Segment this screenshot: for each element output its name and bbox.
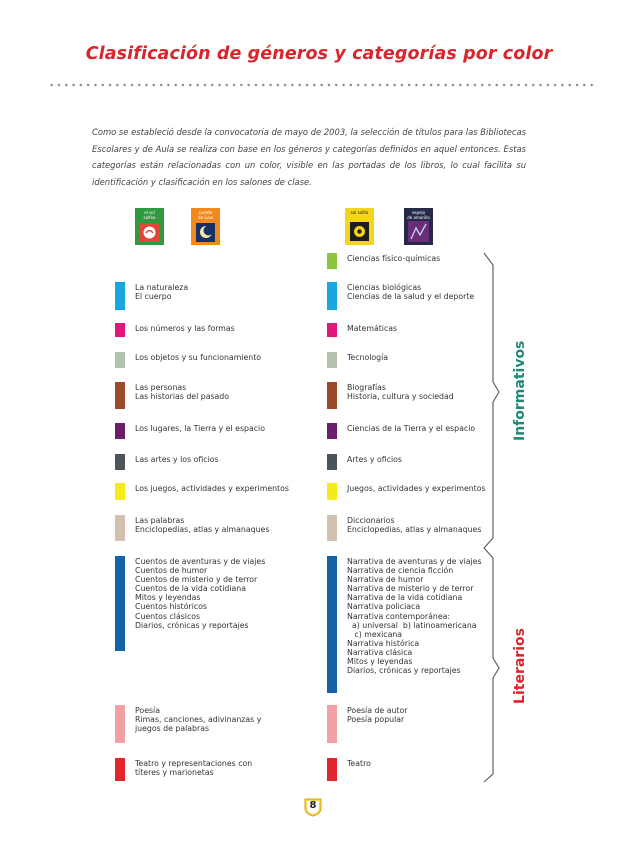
literarios-label: Literarios <box>512 628 528 704</box>
book-cover-title: espejo de amarilla <box>407 210 430 220</box>
right-category-label: Tecnología <box>347 353 389 362</box>
page-title: Clasificación de géneros y categorías por color <box>85 44 553 64</box>
right-category-label: Teatro <box>347 759 371 768</box>
left-category-label: Las palabras Enciclopedias, atlas y almanaques <box>135 516 270 535</box>
right-category-label: Artes y oficios <box>347 455 402 464</box>
left-category-label: Los juegos, actividades y experimentos <box>135 484 289 493</box>
left-category-label: Las personas Las historias del pasado <box>135 383 230 402</box>
left-category-label: Los objetos y su funcionamiento <box>135 353 262 362</box>
right-category-label: Ciencias de la Tierra y el espacio <box>347 424 476 433</box>
left-category-label: Poesía Rimas, canciones, adivinanzas y juegos de palabras <box>135 706 262 734</box>
book-cover-title: sol solito <box>350 210 369 215</box>
page-number: 8 <box>309 800 317 811</box>
book-cover-title: el sol solfea <box>143 210 156 220</box>
right-category-label: Diccionarios Enciclopedias, atlas y almanaques <box>347 516 482 535</box>
page-number-badge <box>304 797 322 817</box>
left-category-label: Teatro y representaciones con títeres y marionetas <box>135 759 253 778</box>
left-category-label: Los lugares, la Tierra y el espacio <box>135 424 265 433</box>
informativos-brace <box>484 253 499 548</box>
book-cover-title: cuento de luna <box>198 210 213 220</box>
right-category-label: Biografías Historia, cultura y sociedad <box>347 383 454 402</box>
left-category-label: Cuentos de aventuras y de viajes Cuentos de humor Cuentos de misterio y de terror Cuentos de la vida cotidiana Mitos y leyendas Cuentos históricos Cuentos clásicos Diarios, crónicas y reportajes <box>135 557 266 630</box>
right-category-label: Juegos, actividades y experimentos <box>347 484 486 493</box>
right-category-label: Narrativa de aventuras y de viajes Narrativa de ciencia ficción Narrativa de humor Narrativa de misterio y de terror Narrativa de la vida cotidiana Narrativa policiaca Narrativa contemporánea: a) universal b) latinoamericana c) mexicana Narrativa histórica Narrativa clásica Mitos y leyendas Diarios, crónicas y reportajes <box>347 557 482 676</box>
literarios-brace <box>484 548 499 782</box>
right-category-label: Ciencias biológicas Ciencias de la salud y el deporte <box>347 283 475 302</box>
left-category-label: Las artes y los oficios <box>135 455 219 464</box>
left-category-label: La naturaleza El cuerpo <box>135 283 189 302</box>
right-category-label: Poesía de autor Poesía popular <box>347 706 408 725</box>
left-category-label: Los números y las formas <box>135 324 235 333</box>
intro-paragraph: Como se estableció desde la convocatoria de mayo de 2003, la selección de títulos para las Bibliotecas Escolares y de Aula se realiza con base en los géneros y categorías definidos en aquel entonces. Estas categorías están relacionadas con un color, visible en las portadas de los libros, lo cual facilita su identificación y clasificación en los salones de clase. <box>92 127 526 187</box>
right-category-label: Ciencias físico-químicas <box>347 254 441 263</box>
right-category-label: Matemáticas <box>347 324 398 333</box>
informativos-label: Informativos <box>512 340 528 441</box>
